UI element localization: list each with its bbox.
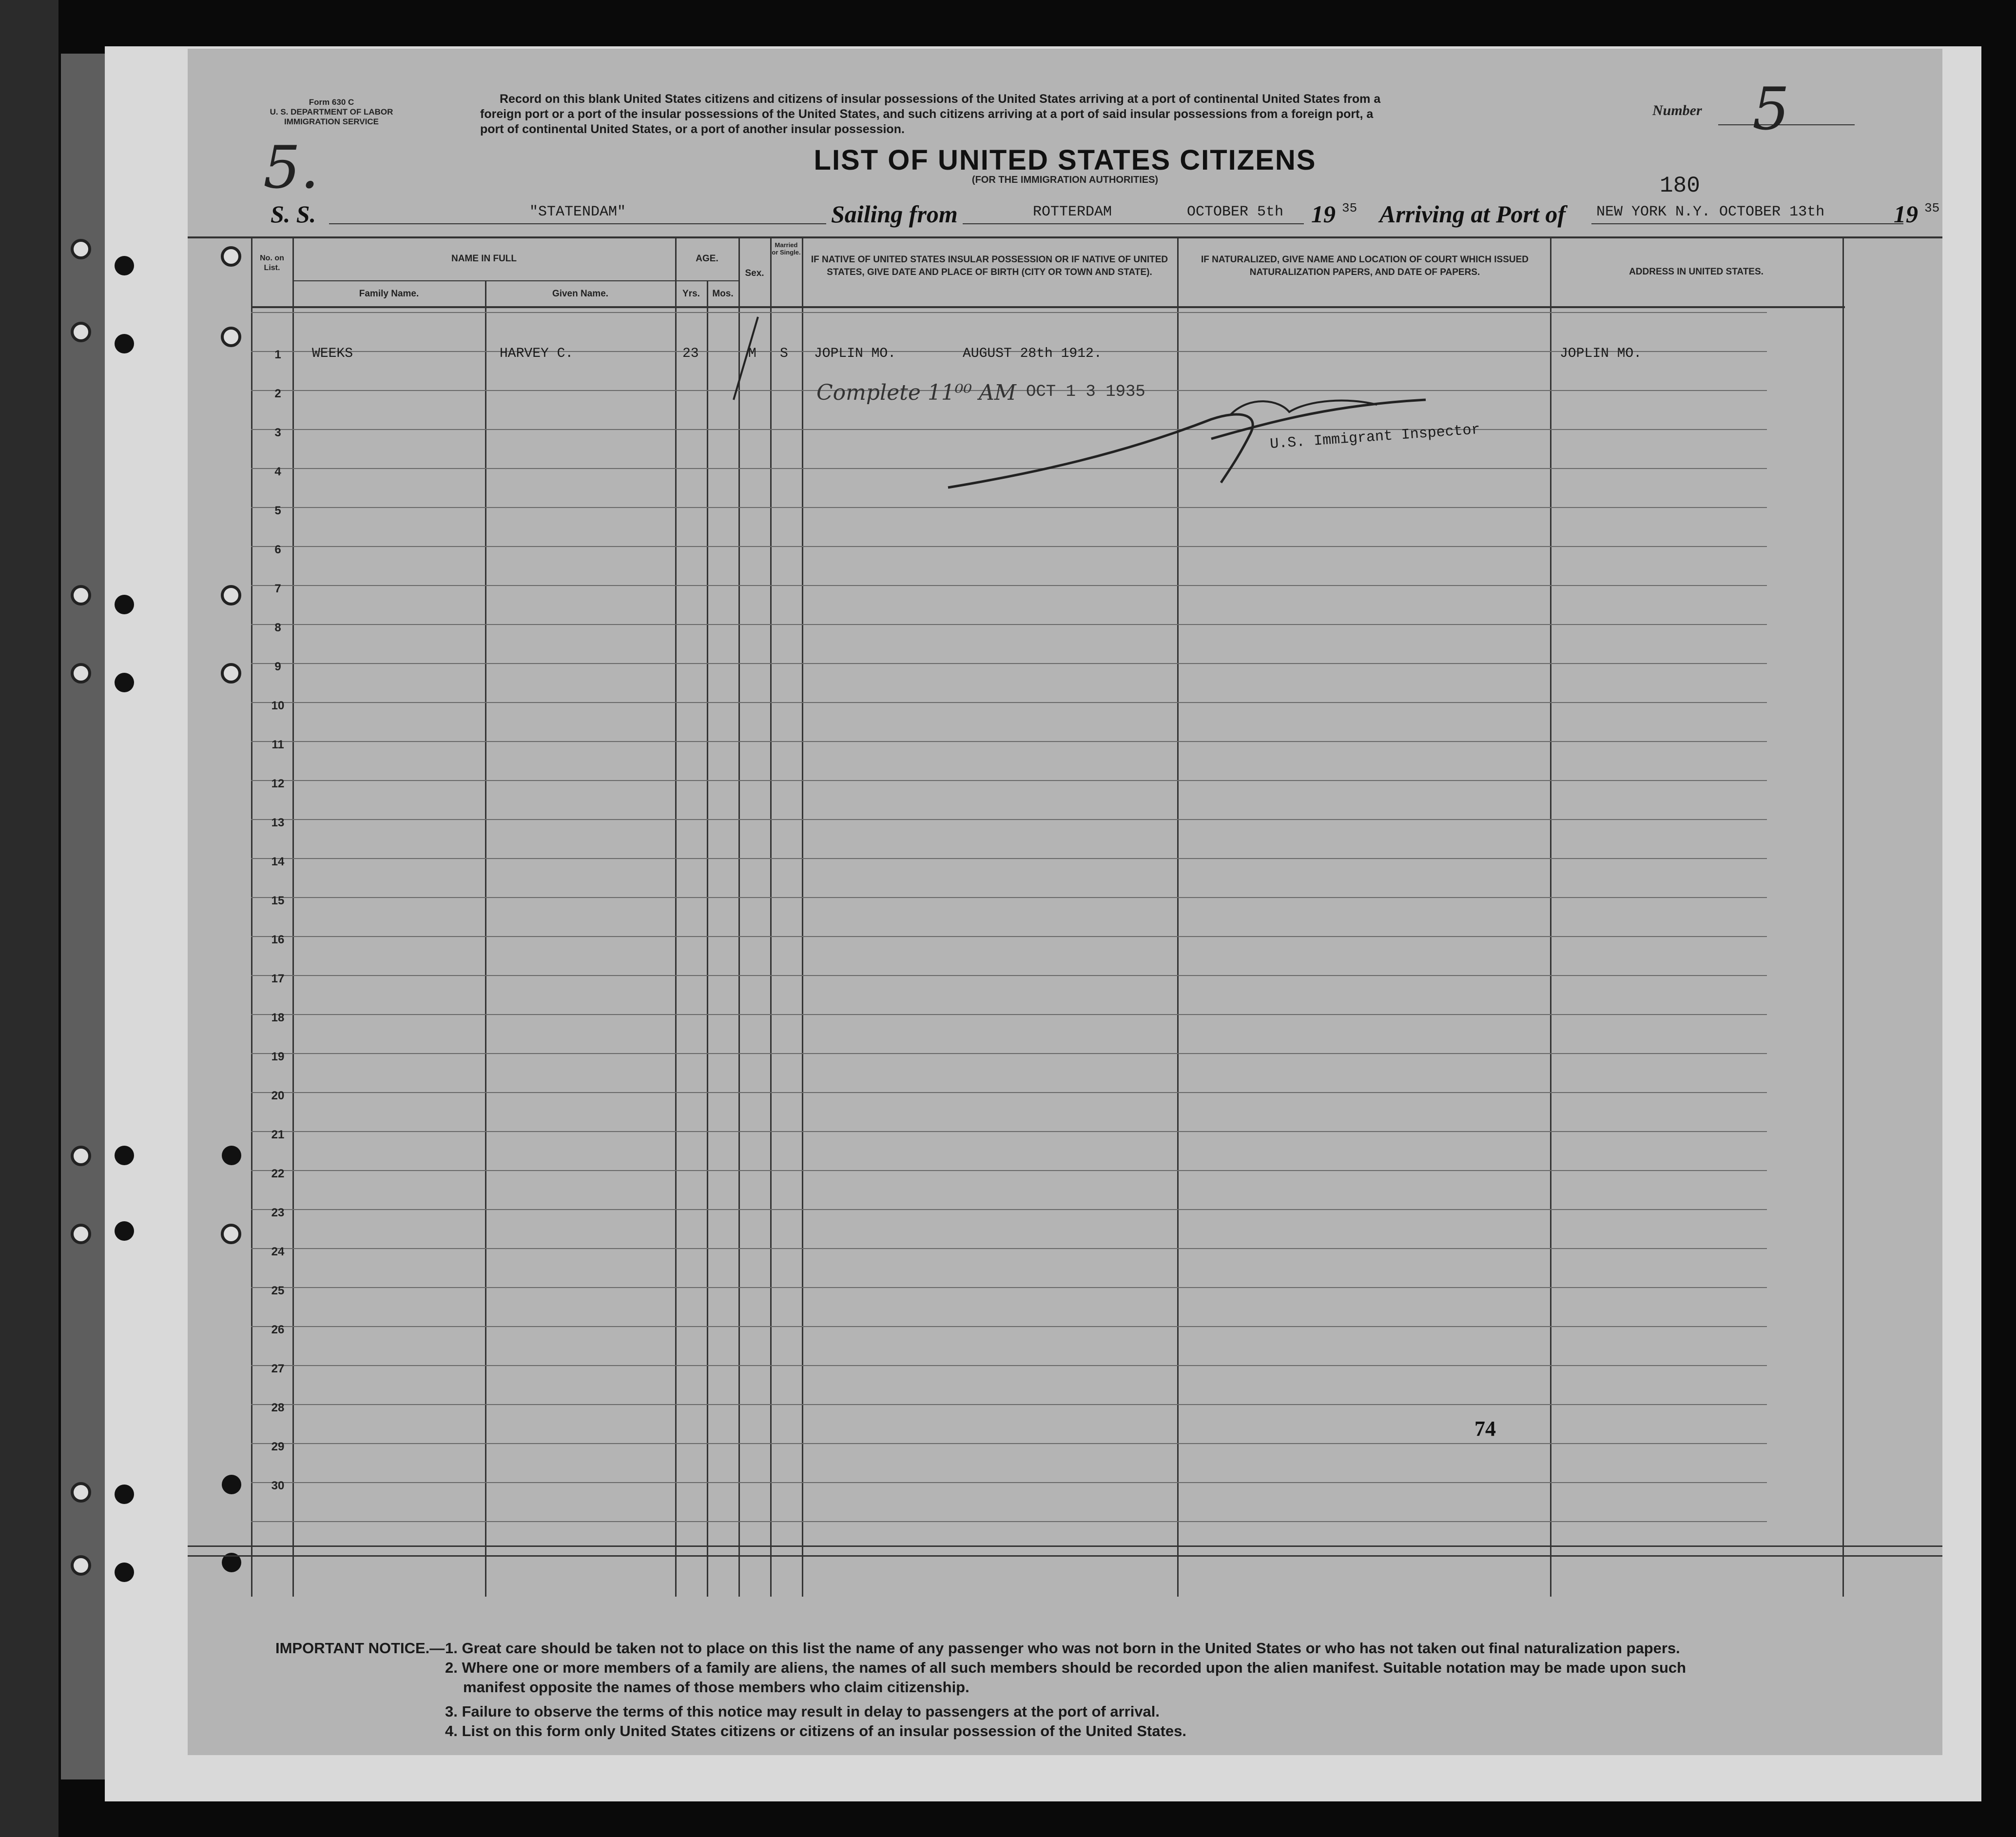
col-header-married: Married or Single. <box>772 241 801 256</box>
row-number: 28 <box>271 1401 285 1414</box>
stamped-number: 180 <box>1660 173 1700 198</box>
table-top-border <box>188 236 1942 238</box>
col-header-given: Given Name. <box>552 289 609 299</box>
row-rule <box>251 663 1767 664</box>
row-rule <box>251 546 1767 547</box>
notice-item: 1. Great care should be taken not to place on this list the name of any passenger who was not born in the United States or who has not taken out final naturalization papers. <box>445 1640 1680 1657</box>
row-rule <box>251 702 1767 703</box>
binder-strip <box>61 54 105 1779</box>
row-number: 18 <box>271 1011 285 1024</box>
row-number: 20 <box>271 1089 285 1102</box>
punch-hole <box>115 673 134 692</box>
table-bottom-border <box>188 1555 1942 1557</box>
birth-place: JOPLIN MO. <box>814 346 896 361</box>
binder-ring <box>71 663 91 684</box>
row-number: 7 <box>274 582 281 595</box>
page-mark: 5. <box>263 134 319 202</box>
row-rule <box>251 936 1767 937</box>
col-divider <box>251 236 252 1597</box>
binder-ring <box>71 322 91 342</box>
binder-ring <box>71 585 91 606</box>
binder-ring <box>71 1482 91 1503</box>
punch-hole <box>115 595 134 614</box>
instructions-line: foreign port or a port of the insular possessions of the United States, and such citizens arriving at a port of said insular possessions from a foreign port, a <box>480 107 1374 121</box>
row-rule <box>251 312 1767 313</box>
row-number: 17 <box>271 972 285 985</box>
sex: M <box>748 346 756 361</box>
sheet-ring <box>221 327 241 347</box>
col-divider <box>770 236 772 1597</box>
sheet-ring <box>221 585 241 606</box>
number-value: 5 <box>1752 76 1790 143</box>
arriving-label: Arriving at Port of <box>1379 200 1566 228</box>
arrival-port-date: NEW YORK N.Y. OCTOBER 13th <box>1596 204 1825 220</box>
col-header-sex: Sex. <box>745 268 764 278</box>
year-prefix: 19 <box>1311 200 1336 228</box>
row-number: 13 <box>271 816 285 829</box>
row-rule <box>251 585 1767 586</box>
department: U. S. DEPARTMENT OF LABOR <box>270 107 393 117</box>
table-bottom-border <box>188 1545 1942 1547</box>
row-rule <box>251 1131 1767 1132</box>
form-number: Form 630 C <box>309 98 354 107</box>
sheet-hole <box>222 1475 241 1494</box>
row-rule <box>251 1287 1767 1288</box>
row-rule <box>251 1482 1767 1483</box>
row-number: 15 <box>271 894 285 907</box>
col-header-age: AGE. <box>696 254 718 264</box>
from-port: ROTTERDAM <box>1032 204 1112 220</box>
punch-hole <box>115 256 134 275</box>
punch-hole <box>115 1485 134 1504</box>
col-divider <box>1550 236 1551 1597</box>
ship-name: "STATENDAM" <box>529 204 626 220</box>
birth-date: AUGUST 28th 1912. <box>963 346 1102 361</box>
row-rule <box>251 1326 1767 1327</box>
binder-ring <box>71 1146 91 1166</box>
row-number: 21 <box>271 1128 285 1141</box>
col-divider <box>675 236 677 1597</box>
row-rule <box>251 858 1767 859</box>
given-name: HARVEY C. <box>500 346 574 361</box>
row-number: 3 <box>274 426 281 439</box>
sheet-ring <box>221 1224 241 1244</box>
notice-item: 3. Failure to observe the terms of this notice may result in delay to passengers at the port of arrival. <box>445 1703 1160 1720</box>
row-number: 11 <box>271 738 284 751</box>
row-rule <box>251 1053 1767 1054</box>
col-header-no: No. on List. <box>260 254 284 272</box>
from-underline <box>963 223 1304 224</box>
service: IMMIGRATION SERVICE <box>284 117 379 126</box>
ship-underline <box>329 223 826 224</box>
row-number: 9 <box>274 660 281 673</box>
col-header-name: NAME IN FULL <box>451 254 517 264</box>
instructions-line: port of continental United States, or a port of another insular possession. <box>480 122 905 136</box>
row-number: 27 <box>271 1362 285 1375</box>
notice-item: 4. List on this form only United States citizens or citizens of an insular possession of the United States. <box>445 1722 1186 1739</box>
col-header-family: Family Name. <box>359 289 419 299</box>
col-header-birth: IF NATIVE OF UNITED STATES INSULAR POSSESSION OR IF NATIVE OF UNITED STATES, GIVE DATE AND PLACE OF BIRTH (CITY OR TOWN AND STATE). <box>811 254 1168 277</box>
row-number: 16 <box>271 933 285 946</box>
manifest-sheet <box>188 49 1942 1755</box>
row-number: 29 <box>271 1440 285 1453</box>
row-number: 2 <box>274 387 281 400</box>
col-header-naturalized: IF NATURALIZED, GIVE NAME AND LOCATION OF COURT WHICH ISSUED NATURALIZATION PAPERS, AND DATE OF PAPERS. <box>1201 254 1529 277</box>
family-name: WEEKS <box>312 346 353 361</box>
row-rule <box>251 975 1767 976</box>
form-id-block <box>263 98 400 127</box>
row-rule <box>251 1404 1767 1405</box>
year-suffix: 35 <box>1924 201 1940 215</box>
row-number: 25 <box>271 1284 285 1297</box>
complete-note: Complete 11⁰⁰ AM <box>816 380 1016 405</box>
row-rule <box>251 507 1767 508</box>
row-rule <box>251 1092 1767 1093</box>
binder-edge <box>0 0 58 1837</box>
row-rule <box>251 1014 1767 1015</box>
page-number: 74 <box>1474 1417 1496 1441</box>
col-header-mos: Mos. <box>712 289 734 299</box>
us-address: JOPLIN MO. <box>1560 346 1642 361</box>
row-rule <box>251 624 1767 625</box>
row-number: 10 <box>271 699 285 712</box>
inspector-title: U.S. Immigrant Inspector <box>1269 421 1481 453</box>
row-number: 1 <box>274 348 281 361</box>
instructions <box>480 92 1552 137</box>
subheader-line <box>292 280 738 281</box>
date-stamp: OCT 1 3 1935 <box>1026 383 1145 401</box>
page-subtitle: (FOR THE IMMIGRATION AUTHORITIES) <box>971 175 1159 185</box>
row-rule <box>251 780 1767 781</box>
binder-ring <box>71 1224 91 1244</box>
col-divider <box>738 236 740 1597</box>
row-number: 8 <box>274 621 281 634</box>
row-number: 30 <box>271 1479 285 1492</box>
notice-item: manifest opposite the names of those members who claim citizenship. <box>463 1679 969 1696</box>
sailing-label: Sailing from <box>831 200 958 228</box>
check-mark <box>724 312 773 410</box>
binder-ring <box>71 1555 91 1576</box>
ss-label: S. S. <box>271 200 316 228</box>
row-rule <box>251 1170 1767 1171</box>
row-rule <box>251 1521 1767 1522</box>
sheet-ring <box>221 663 241 684</box>
year-prefix: 19 <box>1894 200 1918 228</box>
row-rule <box>251 1365 1767 1366</box>
col-divider <box>485 280 486 1597</box>
page-title: LIST OF UNITED STATES CITIZENS <box>814 144 1317 176</box>
depart-date: OCTOBER 5th <box>1187 204 1284 220</box>
row-rule <box>251 741 1767 742</box>
col-header-address: ADDRESS IN UNITED STATES. <box>1629 267 1764 277</box>
punch-hole <box>115 334 134 353</box>
col-divider <box>292 236 294 1597</box>
col-divider <box>1842 236 1844 1597</box>
year-suffix: 35 <box>1342 201 1357 215</box>
row-number: 24 <box>271 1245 285 1258</box>
row-number: 26 <box>271 1323 285 1336</box>
row-rule <box>251 819 1767 820</box>
row-number: 6 <box>274 543 281 556</box>
punch-hole <box>115 1563 134 1582</box>
row-number: 19 <box>271 1050 285 1063</box>
number-label: Number <box>1652 102 1702 118</box>
row-rule <box>251 1248 1767 1249</box>
instructions-line: Record on this blank United States citizens and citizens of insular possessions of the United States arriving at a port of continental United States from a <box>500 92 1381 106</box>
punch-hole <box>115 1146 134 1165</box>
row-number: 4 <box>274 465 281 478</box>
arrival-underline <box>1591 223 1903 224</box>
row-number: 22 <box>271 1167 285 1180</box>
row-number: 23 <box>271 1206 285 1219</box>
sheet-ring <box>221 246 241 267</box>
row-rule <box>251 1443 1767 1444</box>
binder-ring <box>71 239 91 259</box>
col-divider <box>707 280 708 1597</box>
marital-status: S <box>780 346 788 361</box>
col-header-yrs: Yrs. <box>682 289 700 299</box>
row-rule <box>251 1209 1767 1210</box>
age-years: 23 <box>682 346 699 361</box>
col-divider <box>802 236 803 1597</box>
punch-hole <box>115 1221 134 1241</box>
notice-heading: IMPORTANT NOTICE.— <box>275 1640 445 1657</box>
notice-item: 2. Where one or more members of a family are aliens, the names of all such members should be recorded upon the alien manifest. Suitable notation may be made upon such <box>445 1659 1686 1676</box>
row-number: 5 <box>274 504 281 517</box>
row-number: 14 <box>271 855 285 868</box>
header-bottom-border <box>251 306 1845 308</box>
sheet-hole <box>222 1146 241 1165</box>
row-rule <box>251 897 1767 898</box>
row-number: 12 <box>271 777 285 790</box>
